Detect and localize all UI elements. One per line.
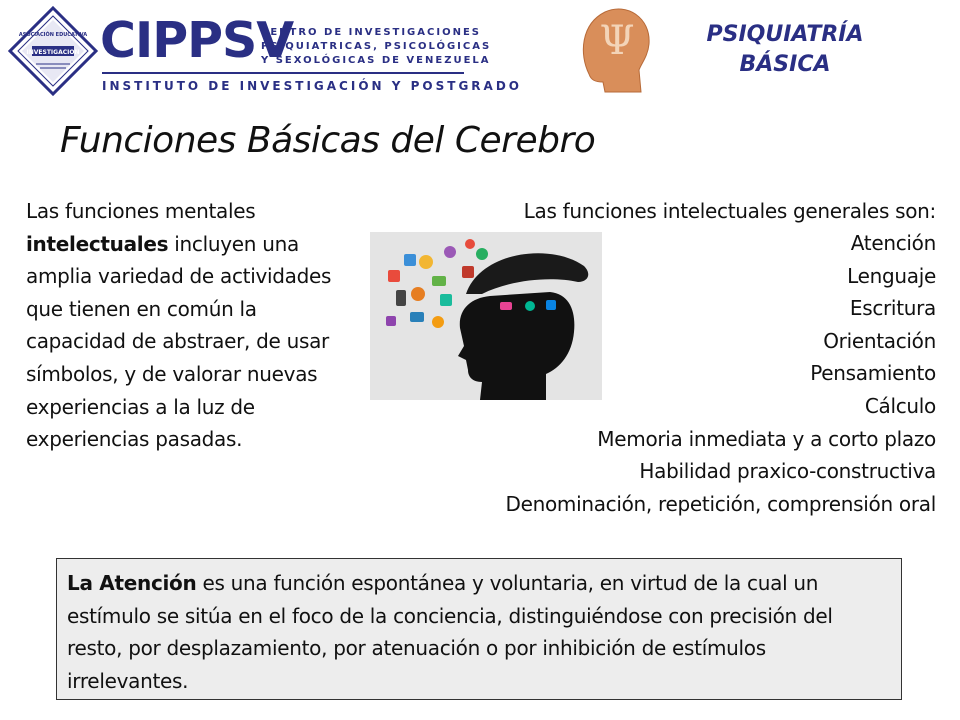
head-icons-illustration (370, 232, 602, 400)
psi-head-logo (575, 4, 655, 96)
function-item: Atención (850, 231, 936, 255)
course-title (660, 20, 910, 80)
note-text: es una función espontánea y voluntaria, en virtud de la cual un estímulo se sitúa en el foco de la conciencia, distinguiéndose con precisión del resto, por desplazamiento, por atenuación o por inhibición de estímulos irrelevantes. (67, 571, 833, 693)
course-title-line-2: BÁSICA (739, 52, 831, 77)
brand-line-3: Y SEXOLÓGICAS DE VENEZUELA (261, 55, 491, 66)
brand-description (261, 26, 492, 68)
function-item: Habilidad praxico-constructiva (639, 459, 936, 484)
intro-text-start: Las funciones mentales (26, 199, 256, 223)
functions-heading: Las funciones intelectuales generales son: (523, 199, 936, 223)
seal-ring-text: ASOCIACIÓN EDUCATIVA (18, 32, 88, 38)
function-item: Memoria inmediata y a corto plazo (597, 426, 936, 451)
brand-subtitle: INSTITUTO DE INVESTIGACIÓN Y POSTGRADO (102, 79, 522, 93)
attention-definition-box (56, 558, 902, 700)
function-item: Lenguaje (847, 263, 936, 288)
function-item: Pensamiento (810, 361, 936, 386)
function-item: Orientación (823, 328, 936, 353)
brand-name: CIPPSV (100, 12, 294, 69)
note-bold-term: La Atención (67, 571, 197, 595)
function-item: Escritura (849, 296, 936, 321)
institution-seal-logo (8, 6, 98, 96)
intro-text-end: incluyen una amplia variedad de actividades que tienen en común la capacidad de abstraer, de usar símbolos, y de valorar nuevas experiencias a la luz de experiencias pasadas. (26, 231, 332, 452)
intro-text-bold: intelectuales (26, 231, 169, 256)
page-title: Funciones Básicas del Cerebro (60, 120, 596, 161)
intro-paragraph (26, 195, 346, 456)
psi-symbol: Ψ (599, 18, 635, 64)
function-item: Cálculo (864, 393, 936, 418)
brand-line-2: PSIQUIATRICAS, PSICOLÓGICAS (261, 41, 492, 52)
brand-divider (102, 72, 464, 74)
course-title-line-1: PSIQUIATRÍA (706, 22, 864, 47)
function-item: Denominación, repetición, comprensión oral (505, 491, 936, 516)
brand-line-1: CENTRO DE INVESTIGACIONES (261, 27, 481, 38)
seal-center-label: INVESTIGACION (26, 49, 80, 56)
brand-header (96, 6, 522, 98)
